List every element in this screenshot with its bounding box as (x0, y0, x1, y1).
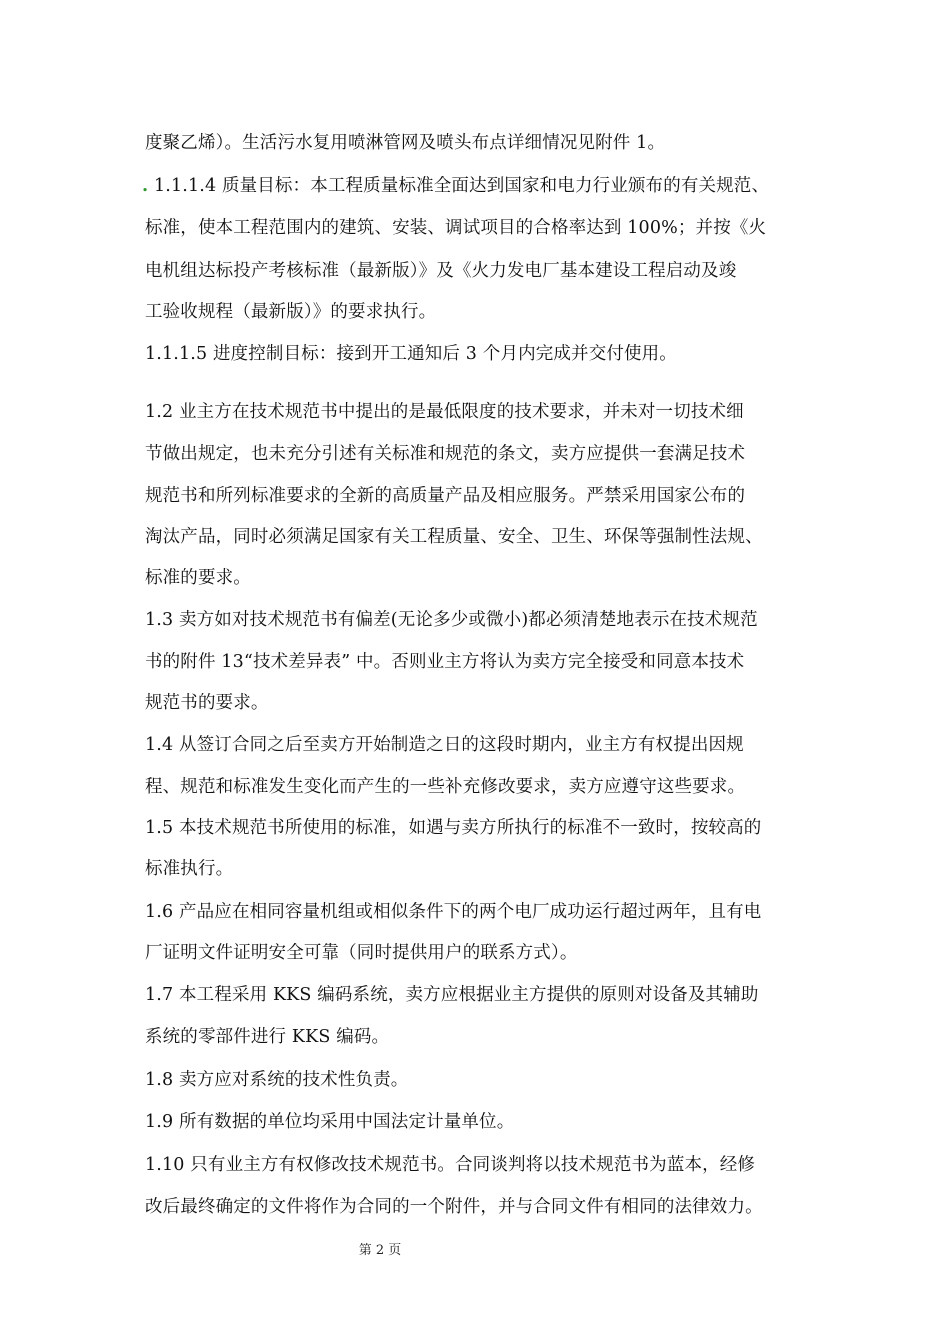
body-line: 厂证明文件证明安全可靠（同时提供用户的联系方式）。 (145, 943, 578, 963)
body-line: 1.3 卖方如对技术规范书有偏差(无论多少或微小)都必须清楚地表示在技术规范 (145, 610, 758, 630)
body-line: 节做出规定，也未充分引述有关标准和规范的条文，卖方应提供一套满足技术 (145, 444, 746, 464)
body-line-text: 1.1.1.4 质量目标：本工程质量标准全面达到国家和电力行业颁布的有关规范、 (153, 176, 770, 196)
body-line: 1.9 所有数据的单位均采用中国法定计量单位。 (145, 1112, 515, 1132)
body-line: 工验收规程（最新版）》的要求执行。 (145, 302, 437, 322)
body-line: 标准的要求。 (145, 568, 251, 588)
list-marker: . (142, 176, 149, 196)
body-line: 程、规范和标准发生变化而产生的一些补充修改要求，卖方应遵守这些要求。 (145, 777, 746, 797)
body-line (142, 174, 769, 198)
body-line: 电机组达标投产考核标准（最新版）》及《火力发电厂基本建设工程启动及竣 (145, 261, 737, 281)
body-line: 1.7 本工程采用 KKS 编码系统，卖方应根据业主方提供的原则对设备及其辅助 (145, 985, 759, 1005)
body-line: 标准，使本工程范围内的建筑、安装、调试项目的合格率达到 100%；并按《火 (145, 218, 767, 238)
body-line: 1.4 从签订合同之后至卖方开始制造之日的这段时期内，业主方有权提出因规 (145, 735, 744, 755)
body-line: 1.8 卖方应对系统的技术性负责。 (145, 1070, 409, 1090)
body-line: 书的附件 13“技术差异表” 中。否则业主方将认为卖方完全接受和同意本技术 (145, 652, 745, 672)
body-line: 淘汰产品，同时必须满足国家有关工程质量、安全、卫生、环保等强制性法规、 (145, 527, 763, 547)
body-line: 度聚乙烯）。生活污水复用喷淋管网及喷头布点详细情况见附件 1。 (145, 133, 666, 153)
body-line: 改后最终确定的文件将作为合同的一个附件，并与合同文件有相同的法律效力。 (145, 1197, 763, 1217)
body-line: 规范书和所列标准要求的全新的高质量产品及相应服务。严禁采用国家公布的 (145, 486, 746, 506)
body-line: 1.2 业主方在技术规范书中提出的是最低限度的技术要求，并未对一切技术细 (145, 402, 744, 422)
body-line: 1.5 本技术规范书所使用的标准，如遇与卖方所执行的标准不一致时，按较高的 (145, 818, 762, 838)
body-line: 1.1.1.5 进度控制目标：接到开工通知后 3 个月内完成并交付使用。 (145, 344, 677, 364)
body-line: 1.10 只有业主方有权修改技术规范书。合同谈判将以技术规范书为蓝本，经修 (145, 1155, 756, 1175)
body-line: 规范书的要求。 (145, 693, 269, 713)
body-line: 系统的零部件进行 KKS 编码。 (145, 1027, 390, 1047)
page-number: 第 2 页 (358, 1243, 402, 1258)
body-line: 1.6 产品应在相同容量机组或相似条件下的两个电厂成功运行超过两年，且有电 (145, 902, 762, 922)
body-line: 标准执行。 (145, 859, 234, 879)
